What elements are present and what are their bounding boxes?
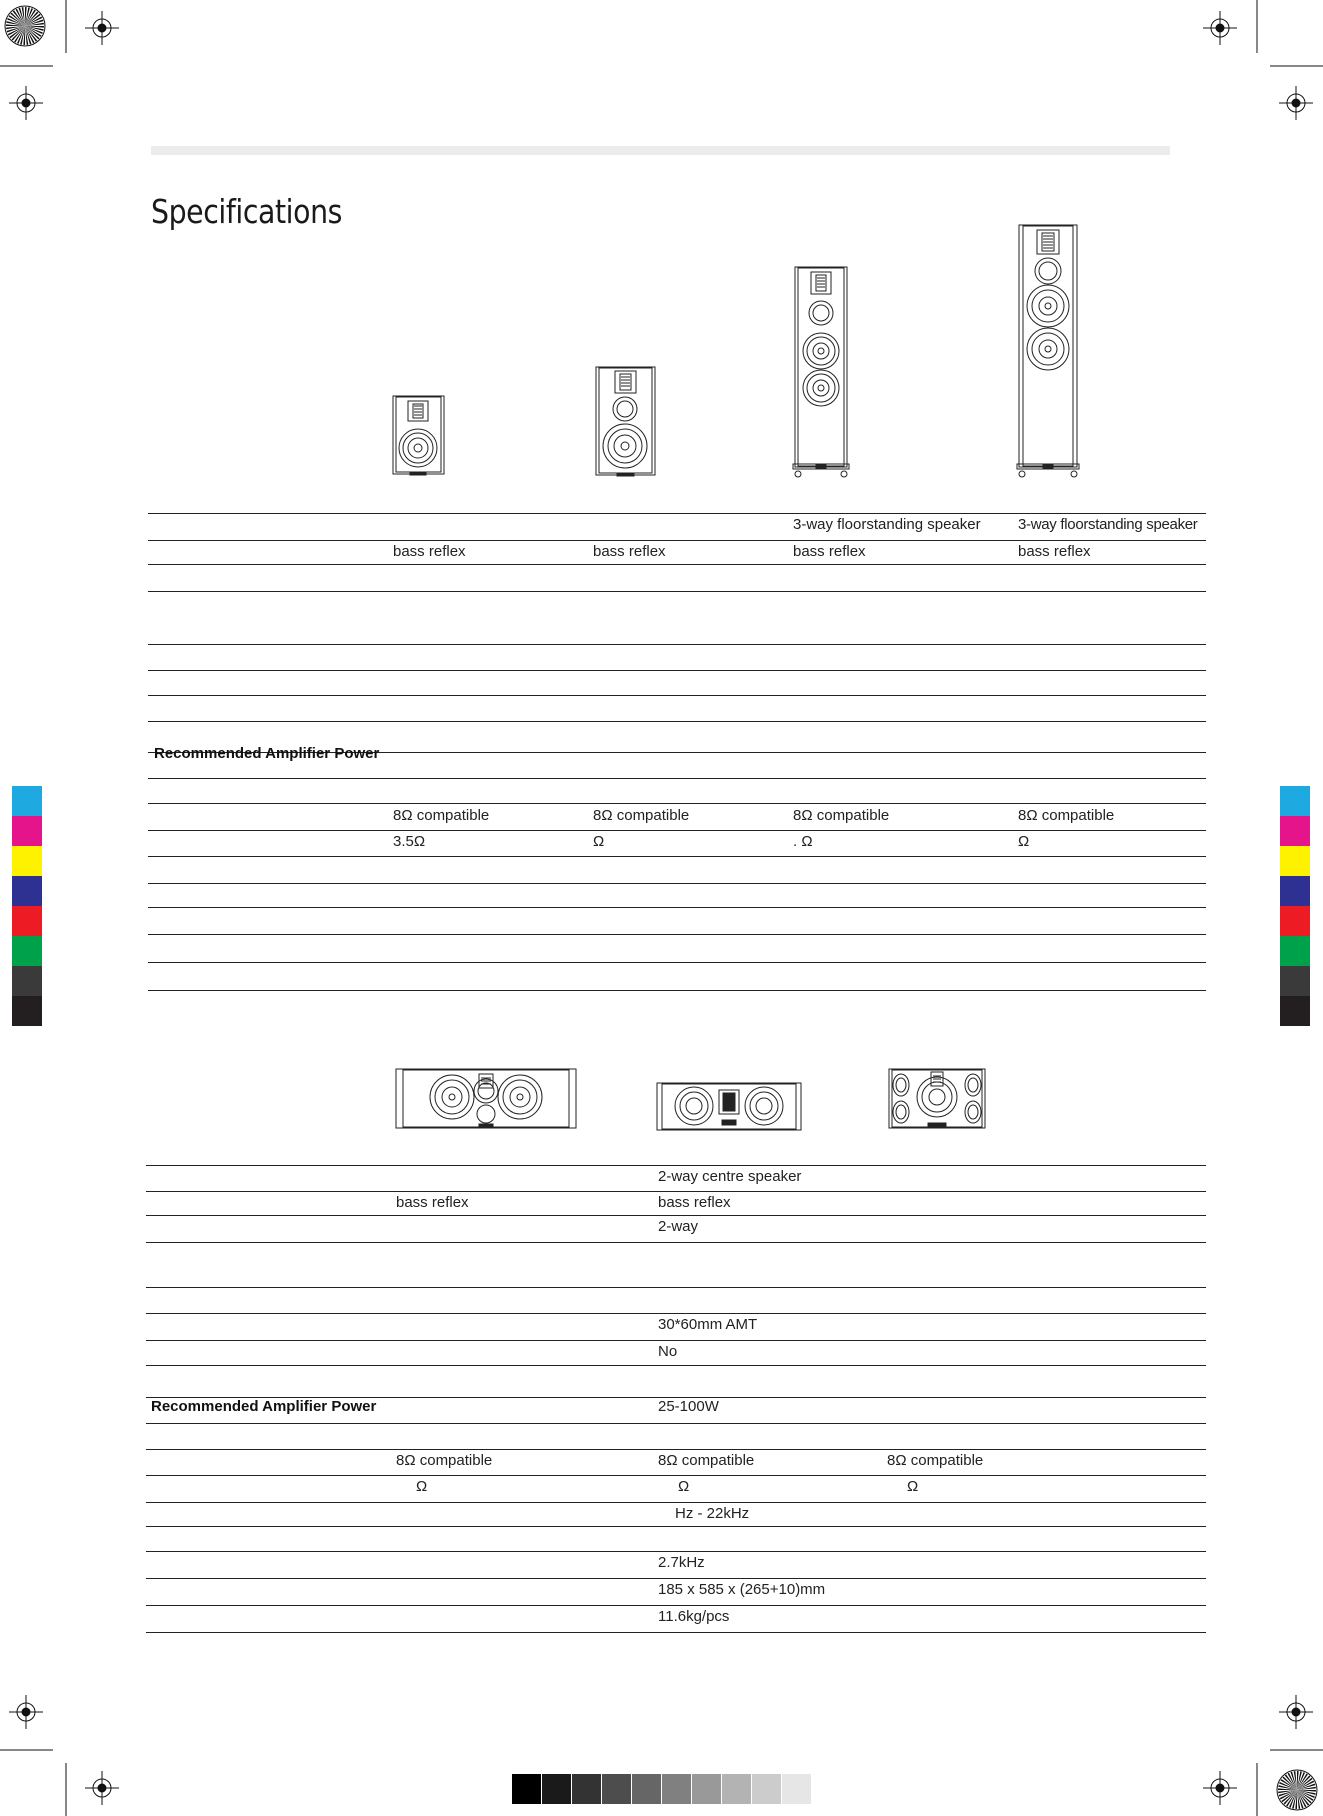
spec-value: 8Ω compatible: [658, 1452, 755, 1469]
spec-value: 8Ω compatible: [1018, 807, 1115, 824]
gray-swatch: [542, 1774, 571, 1804]
spec-value: Ω: [593, 833, 605, 850]
table-rule: [146, 1502, 1206, 1503]
registration-mark-icon: [85, 1771, 119, 1805]
spec-value: 11.6kg/pcs: [658, 1608, 730, 1625]
gray-swatch: [512, 1774, 541, 1804]
color-swatch: [12, 936, 42, 967]
spec-value: 3.5Ω: [393, 833, 426, 850]
table-rule: [148, 990, 1206, 991]
table-rule: [146, 1191, 1206, 1192]
table-rule: [148, 803, 1206, 804]
table-rule: [148, 644, 1206, 645]
registration-mark-icon: [1203, 11, 1237, 45]
table-rule: [146, 1578, 1206, 1579]
registration-mark-icon: [85, 11, 119, 45]
spec-value: bass reflex: [1018, 543, 1091, 560]
table-rule: [146, 1526, 1206, 1527]
table-rule: [146, 1551, 1206, 1552]
spec-value: 2.7kHz: [658, 1554, 705, 1571]
spec-value: 2-way centre speaker: [658, 1168, 802, 1185]
spec-label: Recommended Amplifier Power: [154, 745, 380, 762]
spec-value: Ω: [416, 1478, 428, 1495]
color-swatch: [1280, 816, 1310, 847]
gray-swatch: [602, 1774, 631, 1804]
spec-value: 3-way floorstanding speaker: [793, 516, 981, 533]
spec-value: 8Ω compatible: [396, 1452, 493, 1469]
spec-value: bass reflex: [396, 1194, 469, 1211]
spec-value: Hz - 22kHz: [675, 1505, 750, 1522]
table-rule: [148, 670, 1206, 671]
color-swatch: [1280, 876, 1310, 907]
spec-value: . Ω: [793, 833, 813, 850]
gray-swatch: [722, 1774, 751, 1804]
spec-value: 8Ω compatible: [793, 807, 890, 824]
registration-mark-icon: [9, 86, 43, 120]
color-swatch: [12, 786, 42, 817]
color-swatch: [1280, 846, 1310, 877]
spec-value: 8Ω compatible: [393, 807, 490, 824]
spec-value: Ω: [1018, 833, 1030, 850]
spec-value: bass reflex: [593, 543, 666, 560]
bookshelf-speaker-large-image: [595, 366, 657, 478]
table-rule: [146, 1475, 1206, 1476]
centre-speaker-large-image: [395, 1068, 577, 1130]
spec-value: 185 x 585 x (265+10)mm: [658, 1581, 826, 1598]
table-rule: [146, 1287, 1206, 1288]
table-rule: [146, 1165, 1206, 1166]
table-rule: [148, 856, 1206, 857]
color-swatch: [12, 906, 42, 937]
table-rule: [146, 1423, 1206, 1424]
table-rule: [148, 934, 1206, 935]
gray-swatch: [782, 1774, 811, 1804]
starburst-target-icon: [4, 5, 46, 47]
color-swatch: [12, 876, 42, 907]
table-rule: [148, 540, 1206, 541]
table-rule: [148, 883, 1206, 884]
starburst-target-icon: [1276, 1769, 1318, 1811]
spec-value: No: [658, 1343, 678, 1360]
table-rule: [148, 564, 1206, 565]
table-rule: [146, 1605, 1206, 1606]
spec-value: bass reflex: [393, 543, 466, 560]
table-rule: [148, 721, 1206, 722]
color-swatch: [1280, 996, 1310, 1027]
table-rule: [148, 907, 1206, 908]
spec-value: bass reflex: [658, 1194, 731, 1211]
surround-speaker-image: [888, 1068, 986, 1130]
color-swatch: [12, 966, 42, 997]
color-swatch: [12, 846, 42, 877]
spec-value: 3-way floorstanding speaker: [1018, 516, 1198, 533]
floorstanding-speaker-large-image: [1016, 224, 1080, 480]
table-rule: [148, 830, 1206, 831]
gray-swatch: [692, 1774, 721, 1804]
color-swatch: [1280, 936, 1310, 967]
table-rule: [148, 962, 1206, 963]
centre-speaker-small-image: [656, 1082, 802, 1132]
color-swatch: [1280, 906, 1310, 937]
spec-value: 30*60mm AMT: [658, 1316, 758, 1333]
table-rule: [146, 1632, 1206, 1633]
table-rule: [146, 1313, 1206, 1314]
header-bar: [151, 146, 1170, 155]
color-swatch: [12, 816, 42, 847]
table-rule: [146, 1340, 1206, 1341]
gray-swatch: [632, 1774, 661, 1804]
gray-swatch: [662, 1774, 691, 1804]
table-rule: [148, 778, 1206, 779]
table-rule: [148, 695, 1206, 696]
bookshelf-speaker-small-image: [392, 395, 446, 477]
spec-value: Ω: [907, 1478, 919, 1495]
registration-mark-icon: [1203, 1771, 1237, 1805]
spec-value: 2-way: [658, 1218, 699, 1235]
registration-mark-icon: [1279, 86, 1313, 120]
spec-label: Recommended Amplifier Power: [151, 1398, 377, 1415]
table-rule: [146, 1242, 1206, 1243]
color-swatch: [1280, 786, 1310, 817]
registration-mark-icon: [9, 1695, 43, 1729]
table-rule: [146, 1365, 1206, 1366]
table-rule: [146, 1449, 1206, 1450]
spec-value: Ω: [678, 1478, 690, 1495]
registration-mark-icon: [1279, 1695, 1313, 1729]
spec-value: 8Ω compatible: [887, 1452, 984, 1469]
gray-swatch: [752, 1774, 781, 1804]
table-rule: [146, 1215, 1206, 1216]
table-rule: [148, 513, 1206, 514]
color-swatch: [1280, 966, 1310, 997]
spec-value: 8Ω compatible: [593, 807, 690, 824]
spec-value: 25-100W: [658, 1398, 719, 1415]
floorstanding-speaker-medium-image: [792, 266, 850, 480]
spec-value: bass reflex: [793, 543, 866, 560]
page-title: Specifications: [151, 192, 342, 231]
table-rule: [148, 591, 1206, 592]
gray-swatch: [572, 1774, 601, 1804]
color-swatch: [12, 996, 42, 1027]
